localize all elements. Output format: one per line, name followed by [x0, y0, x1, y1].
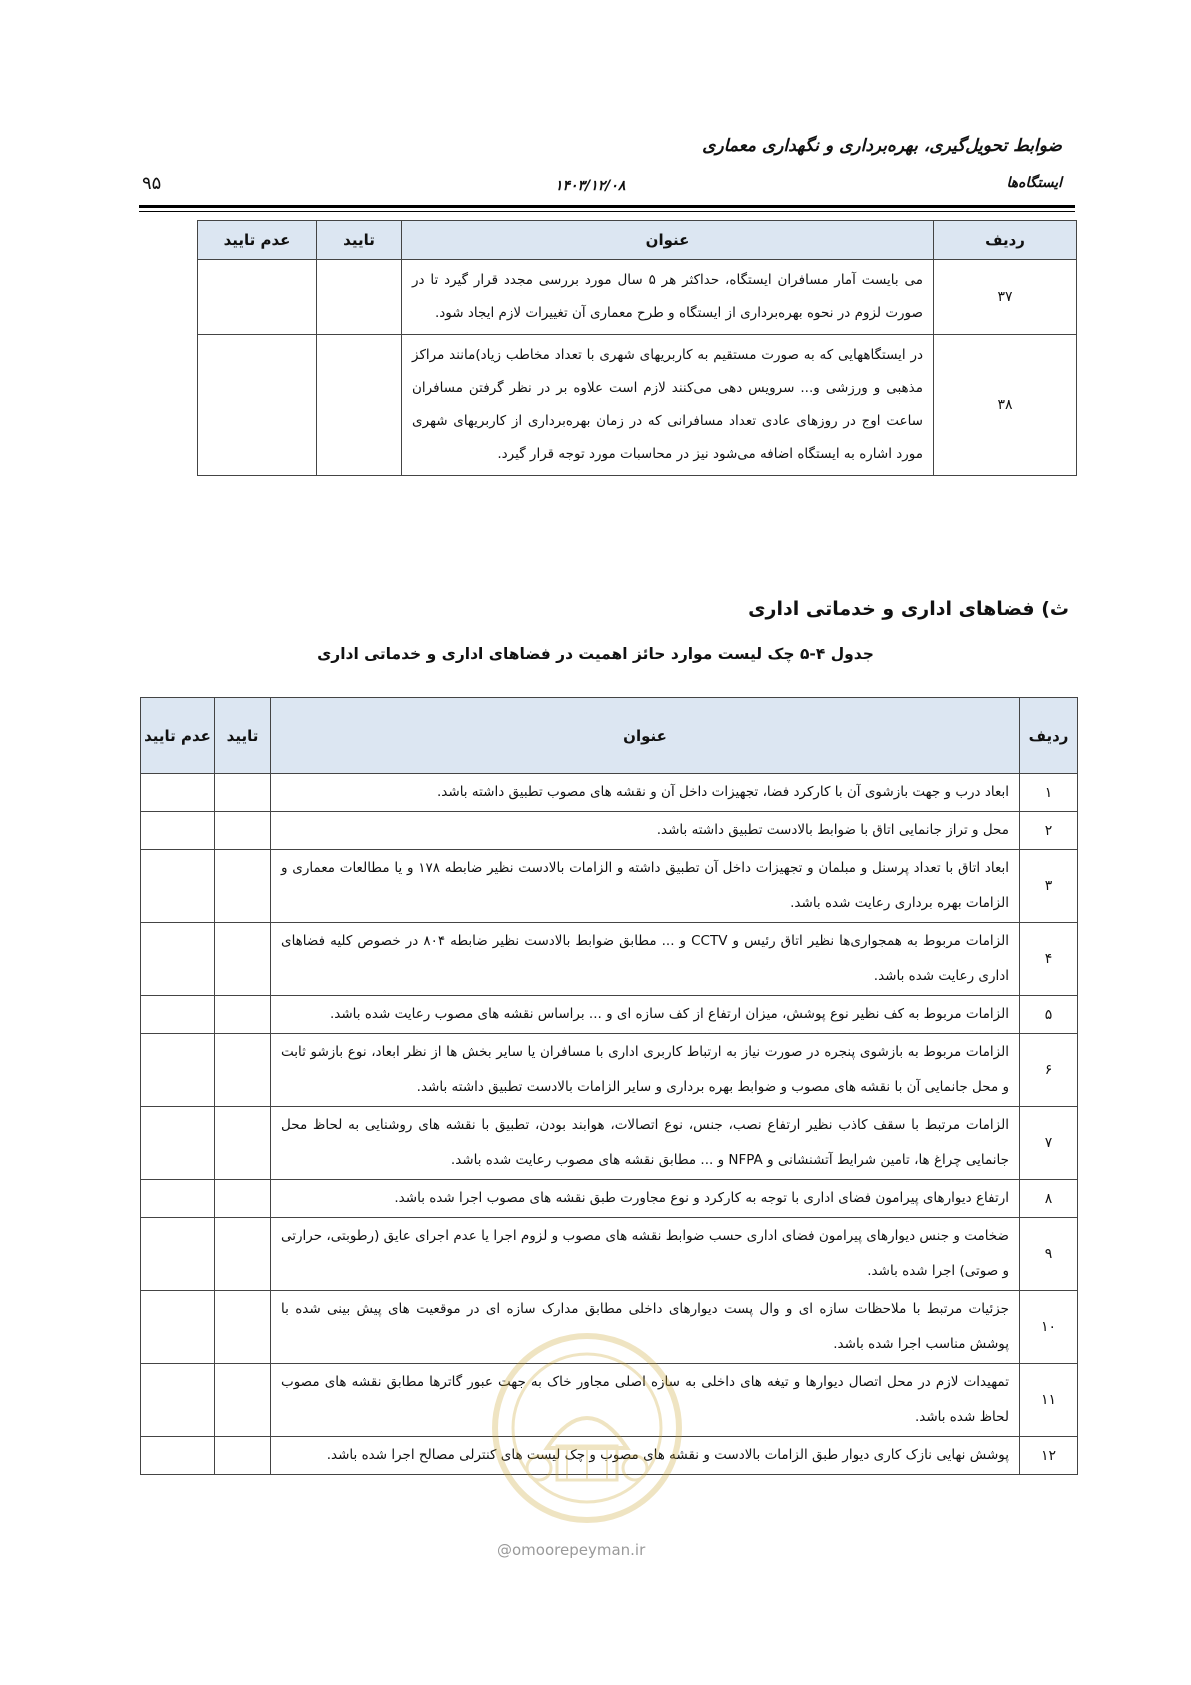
- document-title: ضوابط تحویل‌گیری، بهره‌برداری و نگهداری معماری: [702, 136, 1062, 156]
- reject-cell[interactable]: [141, 1107, 215, 1180]
- row-number: ۵: [1020, 996, 1078, 1034]
- row-number: ۲: [1020, 812, 1078, 850]
- row-number: ۳۸: [934, 335, 1077, 476]
- approve-cell[interactable]: [215, 1107, 271, 1180]
- row-number: ۱۱: [1020, 1364, 1078, 1437]
- approve-cell[interactable]: [215, 1034, 271, 1107]
- column-header-approve: تایید: [317, 221, 402, 260]
- watermark-url: @omoorepeyman.ir: [497, 1541, 646, 1559]
- reject-cell[interactable]: [141, 1364, 215, 1437]
- row-text: ابعاد اتاق با تعداد پرسنل و مبلمان و تجهیزات داخل آن تطبیق داشته و الزامات بالادست نظیر ضابطه ۱۷۸ و یا مطالعات معماری و الزامات بهره برداری رعایت شده باشد.: [271, 850, 1020, 923]
- row-number: ۱۲: [1020, 1437, 1078, 1475]
- row-text: الزامات مرتبط با سقف کاذب نظیر ارتفاع نصب، جنس، نوع اتصالات، هوابند بودن، تطبیق با نقشه های روشنایی به لحاظ محل جانمایی چراغ ها، تامین شرایط آتشنشانی و NFPA و ... مطابق نقشه های مصوب رعایت شده باشد.: [271, 1107, 1020, 1180]
- table-row: [198, 260, 1077, 335]
- table-header-row: [198, 221, 1077, 260]
- reject-cell[interactable]: [141, 1218, 215, 1291]
- row-number: ۶: [1020, 1034, 1078, 1107]
- approve-cell[interactable]: [215, 1180, 271, 1218]
- table-row: [141, 1364, 1078, 1437]
- approve-cell[interactable]: [317, 335, 402, 476]
- row-text: ارتفاع دیوارهای پیرامون فضای اداری با توجه به کارکرد و نوع مجاورت طبق نقشه های مصوب اجرا شده باشد.: [271, 1180, 1020, 1218]
- row-number: ۷: [1020, 1107, 1078, 1180]
- row-text: جزئیات مرتبط با ملاحظات سازه ای و وال پست دیوارهای داخلی مطابق مدارک سازه ای در موقعیت های پیش بینی شده با پوشش مناسب اجرا شده باشد.: [271, 1291, 1020, 1364]
- row-number: ۱: [1020, 774, 1078, 812]
- table-row: [141, 996, 1078, 1034]
- table-row: [141, 923, 1078, 996]
- row-text: ضخامت و جنس دیوارهای پیرامون فضای اداری حسب ضوابط نقشه های مصوب و لزوم اجرا یا عدم اجرای عایق (رطوبتی، حرارتی و صوتی) اجرا شده باشد.: [271, 1218, 1020, 1291]
- reject-cell[interactable]: [141, 850, 215, 923]
- column-header-title: عنوان: [402, 221, 934, 260]
- column-header-reject: عدم تایید: [141, 698, 215, 774]
- row-text: ابعاد درب و جهت بازشوی آن با کارکرد فضا، تجهیزات داخل آن و نقشه های مصوب تطبیق داشته باشد.: [271, 774, 1020, 812]
- table-row: [141, 1291, 1078, 1364]
- row-number: ۸: [1020, 1180, 1078, 1218]
- page-number: ۹۵: [142, 173, 162, 194]
- row-number: ۳۷: [934, 260, 1077, 335]
- table-row: [141, 774, 1078, 812]
- column-header-approve: تایید: [215, 698, 271, 774]
- table-caption: جدول ۴-۵ چک لیست موارد حائز اهمیت در فضاهای اداری و خدماتی اداری: [317, 645, 874, 663]
- column-header-title: عنوان: [271, 698, 1020, 774]
- column-header-row-no: ردیف: [934, 221, 1077, 260]
- checklist-table-office-spaces: [140, 697, 1078, 1475]
- row-text: پوشش نهایی نازک کاری دیوار طبق الزامات بالادست و نقشه های مصوب و چک لیست های کنترلی مصالح اجرا شده باشد.: [271, 1437, 1020, 1475]
- header-date: ۱۴۰۳/۱۲/۰۸: [555, 178, 626, 194]
- table-row: [198, 335, 1077, 476]
- approve-cell[interactable]: [215, 1218, 271, 1291]
- table-row: [141, 1437, 1078, 1475]
- approve-cell[interactable]: [215, 850, 271, 923]
- table-header-row: [141, 698, 1078, 774]
- approve-cell[interactable]: [215, 774, 271, 812]
- row-text: الزامات مربوط به بازشوی پنجره در صورت نیاز به ارتباط کاربری اداری با مسافران یا سایر بخش ها از نظر ابعاد، نوع بازشو ثابت و محل جانمایی آن با نقشه های مصوب و ضوابط بهره برداری و سایر الزامات بالادست تطبیق داشته باشد.: [271, 1034, 1020, 1107]
- table-row: [141, 1218, 1078, 1291]
- row-number: ۹: [1020, 1218, 1078, 1291]
- table-row: [141, 850, 1078, 923]
- approve-cell[interactable]: [215, 1437, 271, 1475]
- approve-cell[interactable]: [215, 812, 271, 850]
- table-row: [141, 1034, 1078, 1107]
- row-number: ۴: [1020, 923, 1078, 996]
- section-heading: ث) فضاهای اداری و خدماتی اداری: [748, 598, 1069, 620]
- approve-cell[interactable]: [215, 923, 271, 996]
- reject-cell[interactable]: [141, 1437, 215, 1475]
- header-section-name: ایستگاه‌ها: [1006, 175, 1062, 191]
- row-text: الزامات مربوط به کف نظیر نوع پوشش، میزان ارتفاع از کف سازه ای و ... براساس نقشه های مصوب رعایت شده باشد.: [271, 996, 1020, 1034]
- reject-cell[interactable]: [141, 1291, 215, 1364]
- approve-cell[interactable]: [317, 260, 402, 335]
- reject-cell[interactable]: [141, 774, 215, 812]
- row-text: محل و تراز جانمایی اتاق با ضوابط بالادست تطبیق داشته باشد.: [271, 812, 1020, 850]
- reject-cell[interactable]: [141, 1180, 215, 1218]
- row-number: ۳: [1020, 850, 1078, 923]
- approve-cell[interactable]: [215, 996, 271, 1034]
- table-row: [141, 1107, 1078, 1180]
- reject-cell[interactable]: [198, 335, 317, 476]
- reject-cell[interactable]: [141, 996, 215, 1034]
- approve-cell[interactable]: [215, 1364, 271, 1437]
- row-number: ۱۰: [1020, 1291, 1078, 1364]
- column-header-row-no: ردیف: [1020, 698, 1078, 774]
- row-text: می بایست آمار مسافران ایستگاه، حداکثر هر ۵ سال مورد بررسی مجدد قرار گیرد تا در صورت لزوم در نحوه بهره‌برداری از ایستگاه و طرح معماری آن تغییرات لازم ایجاد شود.: [402, 260, 934, 335]
- reject-cell[interactable]: [141, 1034, 215, 1107]
- approve-cell[interactable]: [215, 1291, 271, 1364]
- reject-cell[interactable]: [141, 923, 215, 996]
- reject-cell[interactable]: [141, 812, 215, 850]
- checklist-table-continued: [197, 220, 1077, 476]
- row-text: الزامات مربوط به همجواری‌ها نظیر اتاق رئیس و CCTV و ... مطابق ضوابط بالادست نظیر ضابطه ۸۰۴ در خصوص کلیه فضاهای اداری رعایت شده باشد.: [271, 923, 1020, 996]
- header-rule-thick: [139, 205, 1075, 208]
- row-text: تمهیدات لازم در محل اتصال دیوارها و تیغه های داخلی به سازه اصلی مجاور خاک به جهت عبور گاترها مطابق نقشه های مصوب لحاظ شده باشد.: [271, 1364, 1020, 1437]
- table-row: [141, 1180, 1078, 1218]
- column-header-reject: عدم تایید: [198, 221, 317, 260]
- reject-cell[interactable]: [198, 260, 317, 335]
- row-text: در ایستگاههایی که به صورت مستقیم به کاربریهای شهری با تعداد مخاطب زیاد)مانند مراکز مذهبی و ورزشی و... سرویس دهی می‌کنند لازم است علاوه بر در نظر گرفتن مسافران ساعت اوج در روزهای عادی تعداد مسافرانی که در زمان بهره‌برداری از کاربریهای شهری مورد اشاره به ایستگاه اضافه می‌شود نیز در محاسبات مورد توجه قرار گیرد.: [402, 335, 934, 476]
- header-rule-thin: [139, 211, 1075, 212]
- table-row: [141, 812, 1078, 850]
